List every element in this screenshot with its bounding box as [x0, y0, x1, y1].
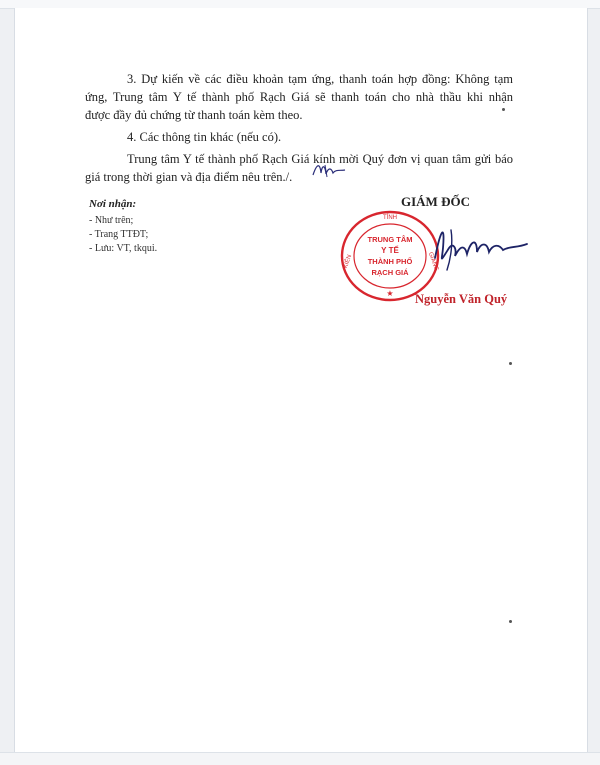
recipients-title: Nơi nhận: — [89, 198, 137, 210]
initials-signature — [311, 159, 347, 181]
stamp-line-2: Y TẾ — [381, 246, 399, 255]
signer-name: Nguyễn Văn Quý — [415, 292, 508, 306]
paragraph-5-line-2: giá trong thời gian và địa điểm nêu trên./. — [85, 170, 293, 184]
recipient-item: - Trang TTĐT; — [89, 229, 149, 240]
recipient-item: - Như trên; — [89, 215, 134, 226]
director-signature — [431, 218, 531, 278]
window-bottom-bar — [0, 752, 600, 765]
stamp-ring-left: KIÊN — [342, 254, 354, 270]
paragraph-3-line-1: 3. Dự kiến về các điều khoản tạm ứng, thanh toán hợp đồng: Không tạm — [127, 72, 513, 86]
stamp-line-3: THÀNH PHỐ — [367, 257, 413, 266]
scan-speck — [509, 362, 512, 365]
recipient-item: - Lưu: VT, tkqui. — [89, 243, 158, 254]
scan-speck — [509, 620, 512, 623]
document-page — [14, 8, 588, 752]
stamp-line-1: TRUNG TÂM — [367, 235, 413, 244]
paragraph-3-line-3: được đầy đủ chứng từ thanh toán kèm theo. — [85, 108, 303, 122]
stamp-ring-right: GIANG — [426, 251, 440, 272]
paragraph-5-line-1: Trung tâm Y tế thành phố Rạch Giá kính mời Quý đơn vị quan tâm gửi báo — [127, 152, 513, 166]
paragraph-3-line-2: ứng, Trung tâm Y tế thành phố Rạch Giá sẽ thanh toán cho nhà thầu khi nhận — [85, 90, 513, 104]
stamp-ring-top: TỈNH — [383, 215, 397, 221]
official-stamp — [335, 206, 445, 306]
scan-speck — [502, 108, 505, 111]
paragraph-4: 4. Các thông tin khác (nếu có). — [127, 130, 282, 144]
stamp-star-icon: ★ — [386, 289, 394, 298]
stamp-line-4: RẠCH GIÁ — [371, 268, 409, 277]
signer-position: GIÁM ĐỐC — [401, 194, 470, 209]
